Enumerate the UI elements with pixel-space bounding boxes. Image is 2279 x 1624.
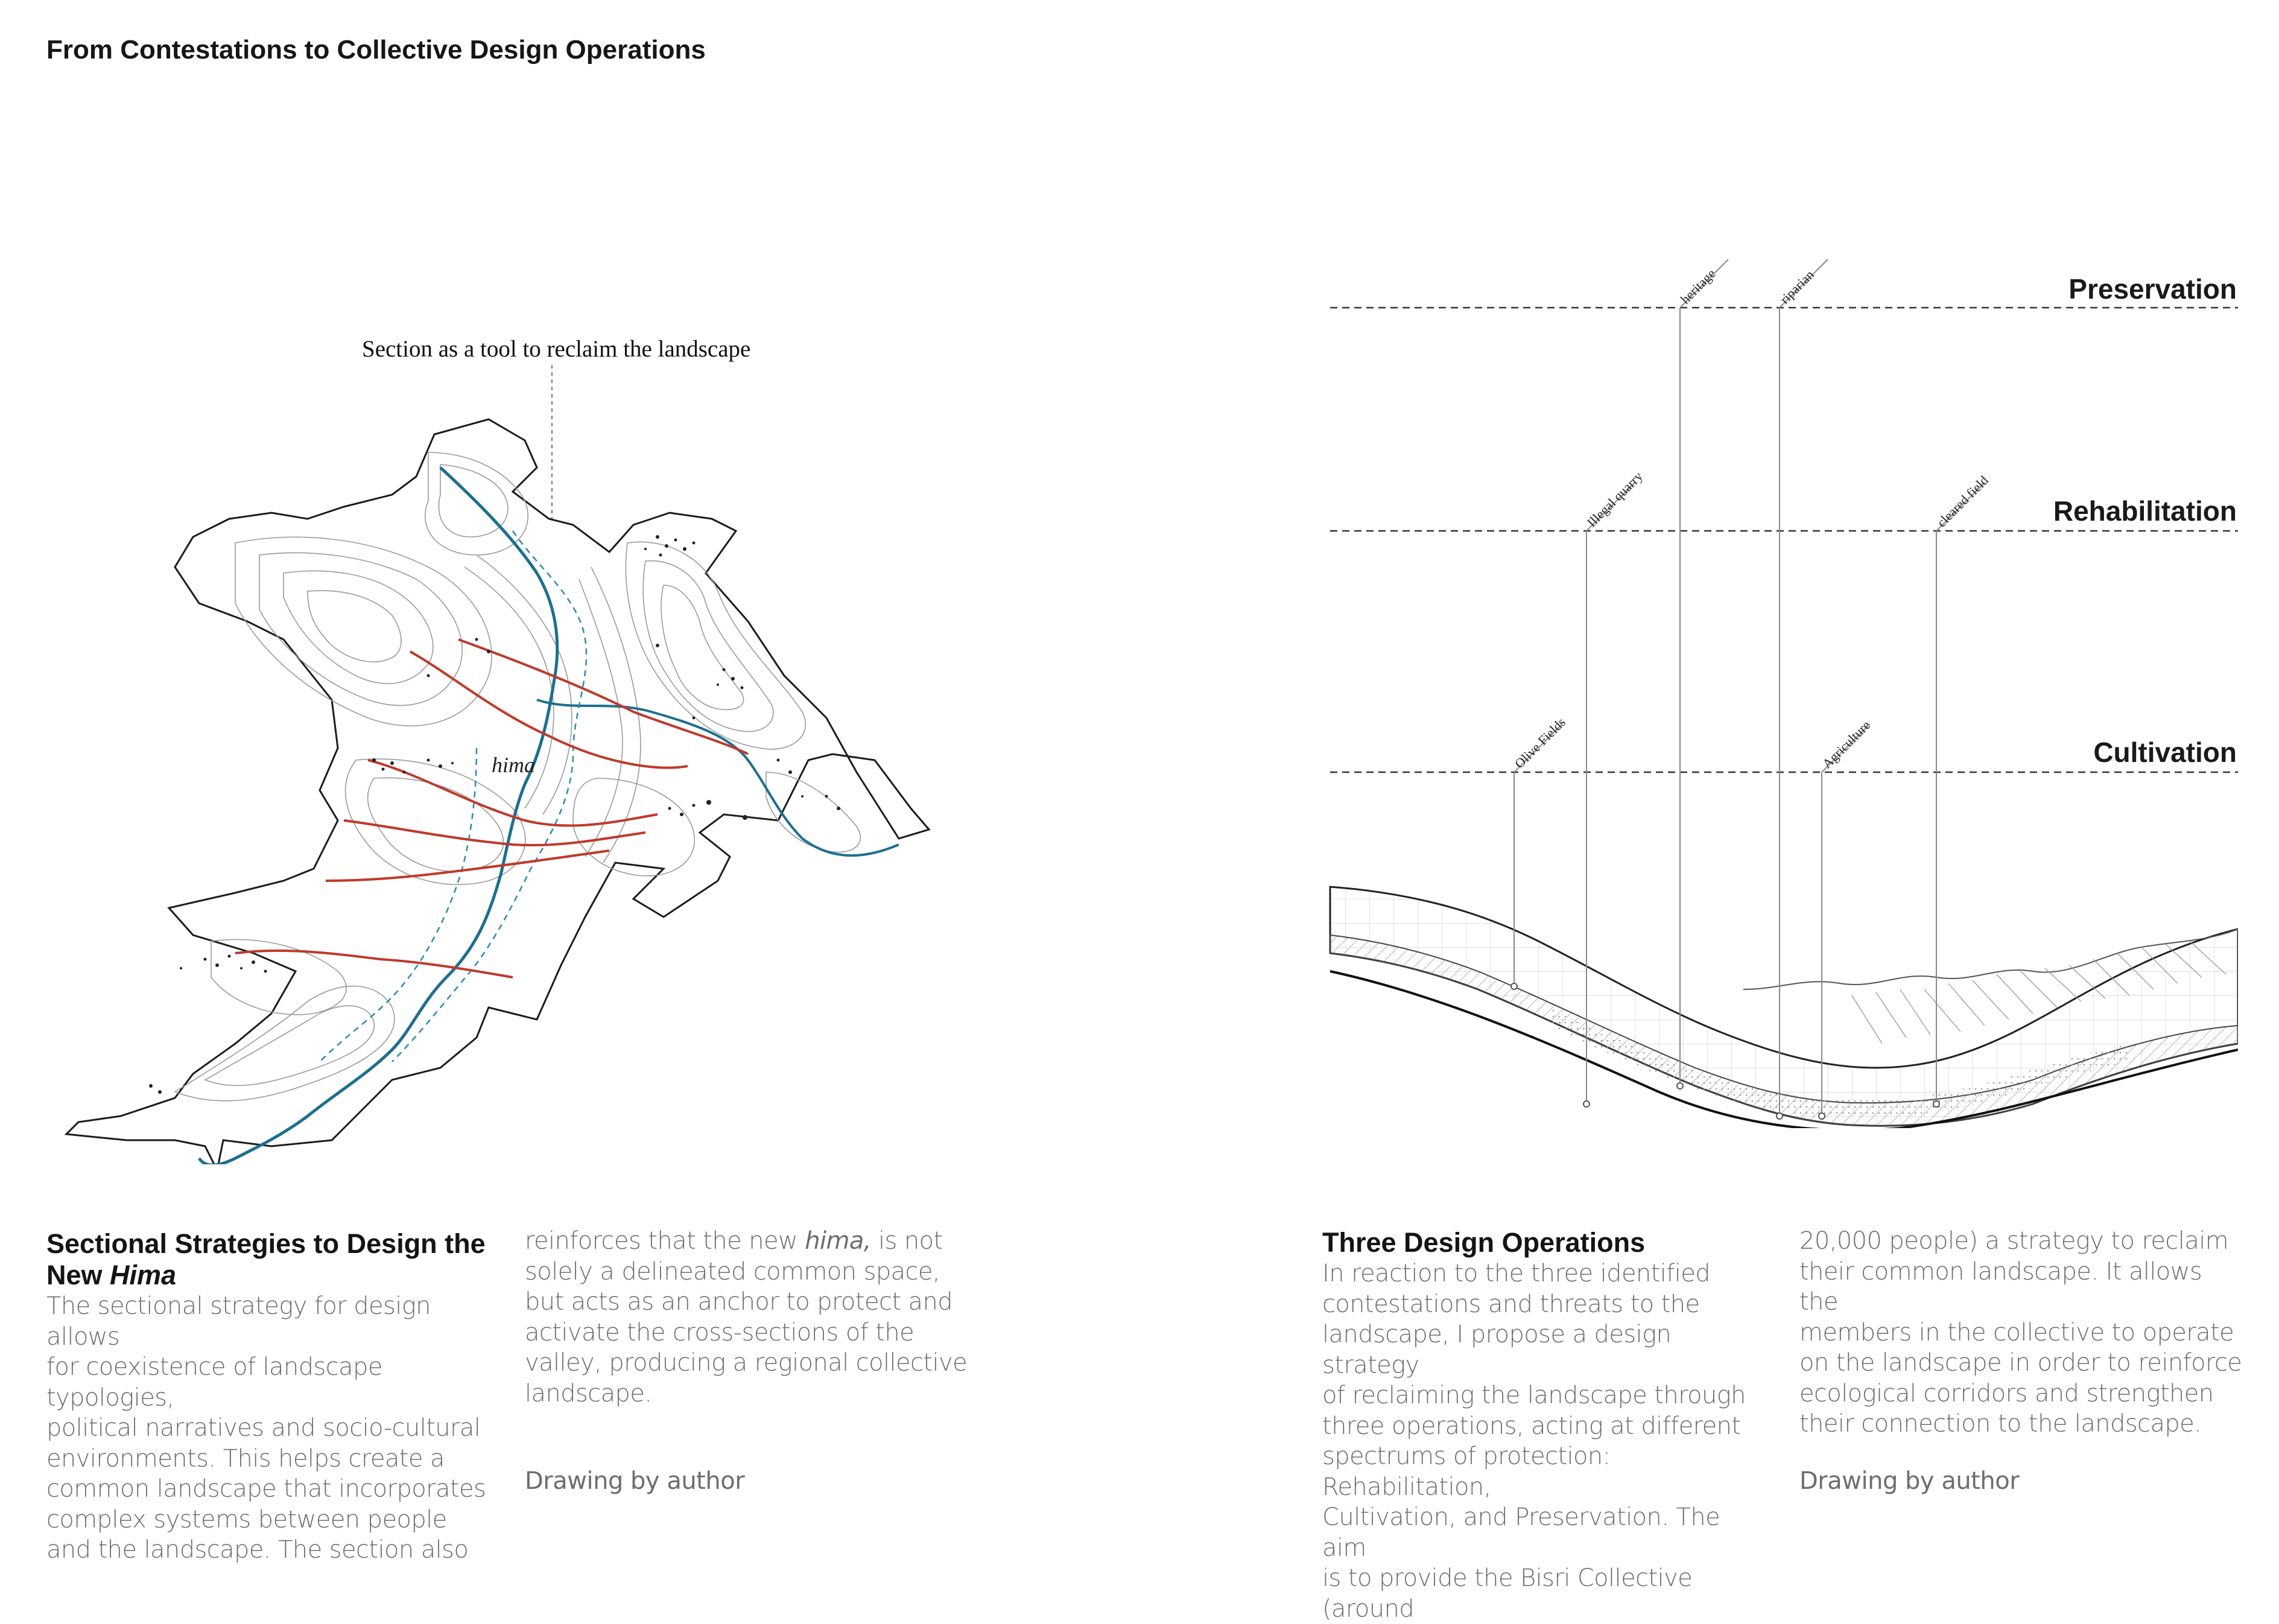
text-line: their common landscape. It allows the bbox=[1799, 1257, 2202, 1316]
right-col1-body bbox=[1322, 1258, 1769, 1624]
hima-label: hima bbox=[492, 753, 535, 777]
text-line: spectrums of protection: Rehabilitation, bbox=[1322, 1442, 1611, 1501]
text-line: landscape, I propose a design strategy bbox=[1322, 1321, 1672, 1379]
left-col2-body bbox=[525, 1226, 971, 1409]
marker-cleared-field: cleared field bbox=[1933, 472, 1991, 530]
right-credit: Drawing by author bbox=[1799, 1467, 2020, 1495]
text-span: reinforces that the new bbox=[525, 1227, 805, 1255]
text-line: 20,000 people) a strategy to reclaim bbox=[1799, 1227, 2229, 1255]
text-line: environments. This helps create a bbox=[46, 1444, 445, 1473]
text-line: of reclaiming the landscape through bbox=[1322, 1381, 1746, 1409]
level-label-rehabilitation: Rehabilitation bbox=[2053, 495, 2237, 527]
marker-heritage: heritage bbox=[1677, 265, 1719, 307]
text-line: three operations, acting at different bbox=[1322, 1412, 1741, 1440]
marker-illegal-quarry: Illegal quarry bbox=[1583, 468, 1646, 530]
marker-agriculture: Agriculture bbox=[1819, 717, 1874, 772]
valley-map-drawing bbox=[54, 338, 947, 1164]
text-line: solely a delineated common space, bbox=[525, 1257, 940, 1286]
left-heading bbox=[46, 1228, 493, 1291]
text-line: for coexistence of landscape typologies, bbox=[46, 1353, 382, 1412]
text-line: contestations and threats to the bbox=[1322, 1290, 1700, 1318]
section-ground-fill bbox=[1330, 887, 2238, 1126]
level-lines bbox=[1330, 308, 2238, 772]
text-line: activate the cross-sections of the bbox=[525, 1318, 914, 1346]
marker-riparian: riparian bbox=[1777, 267, 1817, 307]
text-line: The sectional strategy for design allows bbox=[46, 1292, 431, 1351]
text-line: their connection to the landscape. bbox=[1799, 1410, 2202, 1438]
text-line: common landscape that incorporates bbox=[46, 1475, 486, 1503]
text-line: valley, producing a regional collective bbox=[525, 1349, 968, 1377]
map-outline bbox=[66, 419, 929, 1164]
level-label-preservation: Preservation bbox=[2068, 273, 2237, 305]
page-title: From Contestations to Collective Design Operations bbox=[46, 35, 706, 65]
text-span-italic: hima, bbox=[805, 1227, 871, 1255]
left-heading-text: Sectional Strategies to Design the New bbox=[46, 1228, 486, 1290]
left-col1-body bbox=[46, 1291, 493, 1565]
text-line: complex systems between people bbox=[46, 1505, 447, 1534]
text-line bbox=[525, 1226, 971, 1257]
text-line: and the landscape. The section also bbox=[46, 1536, 469, 1564]
text-line: on the landscape in order to reinforce bbox=[1799, 1349, 2242, 1377]
map-caption: Section as a tool to reclaim the landscape bbox=[362, 336, 751, 362]
right-text-block bbox=[1322, 1227, 1769, 1624]
text-line: political narratives and socio-cultural bbox=[46, 1414, 481, 1442]
text-span: is not bbox=[870, 1227, 943, 1255]
text-line: members in the collective to operate bbox=[1799, 1318, 2234, 1346]
text-line: landscape. bbox=[525, 1379, 652, 1407]
left-text-block bbox=[46, 1228, 493, 1565]
landscape-section-drawing bbox=[1321, 247, 2238, 1128]
text-line: Cultivation, and Preservation. The aim bbox=[1322, 1503, 1720, 1562]
right-col2-body bbox=[1799, 1226, 2246, 1439]
text-line: is to provide the Bisri Collective (around bbox=[1322, 1564, 1693, 1623]
text-line: ecological corridors and strengthen bbox=[1799, 1379, 2214, 1407]
marker-olive-fields: Olive Fields bbox=[1511, 714, 1569, 772]
left-credit: Drawing by author bbox=[525, 1467, 745, 1495]
text-line: In reaction to the three identified bbox=[1322, 1260, 1711, 1287]
left-heading-hima: Hima bbox=[110, 1260, 177, 1290]
right-heading: Three Design Operations bbox=[1322, 1227, 1646, 1258]
level-label-cultivation: Cultivation bbox=[2093, 737, 2237, 768]
text-line: but acts as an anchor to protect and bbox=[525, 1288, 953, 1316]
